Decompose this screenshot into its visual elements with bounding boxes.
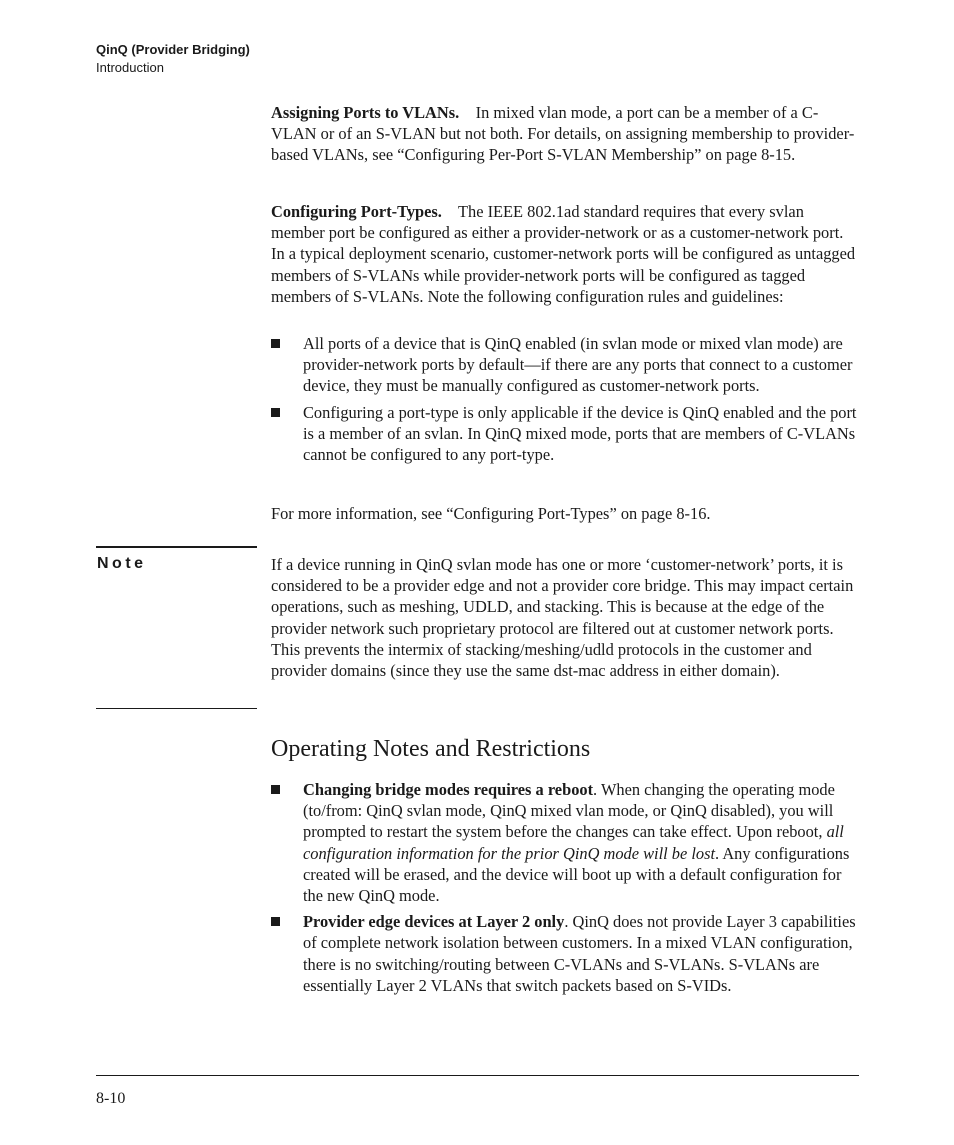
list-item bbox=[271, 779, 861, 906]
item-bold-lead: Provider edge devices at Layer 2 only bbox=[303, 912, 565, 932]
bullet-square-icon bbox=[271, 785, 280, 794]
bullet-text: All ports of a device that is QinQ enabled (in svlan mode or mixed vlan mode) are provider-network ports by default—if there are any ports that connect to a customer device, they must be manually configured as customer-network ports. bbox=[303, 334, 853, 396]
assigning-ports-paragraph bbox=[271, 102, 861, 166]
footer-rule bbox=[96, 1075, 859, 1076]
item-text: . QinQ does not provide Layer 3 capabilities of complete network isolation between customers. In a mixed VLAN configuration, there is no switching/routing between C-VLANs and S-VLANs. S-VLANs are essentially Layer 2 VLANs that switch packets based on S-VIDs. bbox=[303, 912, 856, 995]
more-info-paragraph: For more information, see “Configuring Port-Types” on page 8-16. bbox=[271, 504, 711, 523]
port-types-heading: Configuring Port-Types. bbox=[271, 202, 442, 221]
port-types-paragraph bbox=[271, 201, 861, 307]
item-bold-lead: Changing bridge modes requires a reboot bbox=[303, 780, 594, 799]
port-types-text: The IEEE 802.1ad standard requires that every svlan member port be configured as either a provider-network or as a customer-network port. In a typical deployment scenario, customer-network ports will be configured as untagged members of S-VLANs while provider-network ports will be configured as tagged members of S-VLANs. Note the following configuration rules and guidelines: bbox=[271, 202, 856, 306]
note-label: Note bbox=[97, 555, 147, 572]
list-item bbox=[271, 402, 861, 466]
item-italic-text: all configuration information for the prior QinQ mode will be lost bbox=[303, 822, 844, 863]
operating-notes-list bbox=[271, 779, 861, 1001]
bullet-square-icon bbox=[271, 339, 280, 348]
assigning-ports-text: In mixed vlan mode, a port can be a member of a C-VLAN or of an S-VLAN but not both. For details, on assigning membership to provider-based VLANs, see “Configuring Per-Port S-VLAN Membership” on page 8-15. bbox=[271, 103, 855, 165]
note-top-rule bbox=[96, 546, 257, 548]
bullet-square-icon bbox=[271, 408, 280, 417]
port-types-bullet-list bbox=[271, 333, 861, 470]
list-item bbox=[271, 911, 861, 996]
chapter-title: QinQ (Provider Bridging) bbox=[96, 42, 250, 57]
bullet-text: Configuring a port-type is only applicable if the device is QinQ enabled and the port is a member of an svlan. In QinQ mixed mode, ports that are members of C-VLANs cannot be configured to any port-type. bbox=[303, 402, 857, 465]
note-text: If a device running in QinQ svlan mode has one or more ‘customer-network’ ports, it is considered to be a provider edge and not a provider core bridge. This may impact certain operations, such as meshing, UDLD, and stacking. This is because at the edge of the provider network such proprietary protocol are filtered out at customer network ports. This prevents the intermix of stacking/meshing/udld protocols in the customer and provider domains (since they use the same dst-mac address in either domain). bbox=[271, 555, 854, 681]
running-header bbox=[96, 41, 250, 77]
item-text-continued: . Any configurations created will be erased, and the device will boot up with a default configuration for the new QinQ mode. bbox=[303, 843, 850, 906]
section-heading: Operating Notes and Restrictions bbox=[271, 736, 591, 762]
assigning-ports-heading: Assigning Ports to VLANs. bbox=[271, 103, 460, 122]
bullet-square-icon bbox=[271, 917, 280, 926]
item-text: . When changing the operating mode (to/from: QinQ svlan mode, QinQ mixed vlan mode, or QinQ disabled), you will prompted to restart the system before the changes can take effect. Upon reboot, bbox=[303, 780, 835, 842]
page-number: 8-10 bbox=[96, 1090, 126, 1107]
note-bottom-rule bbox=[96, 708, 257, 709]
list-item bbox=[271, 333, 861, 397]
section-title: Introduction bbox=[96, 60, 164, 75]
